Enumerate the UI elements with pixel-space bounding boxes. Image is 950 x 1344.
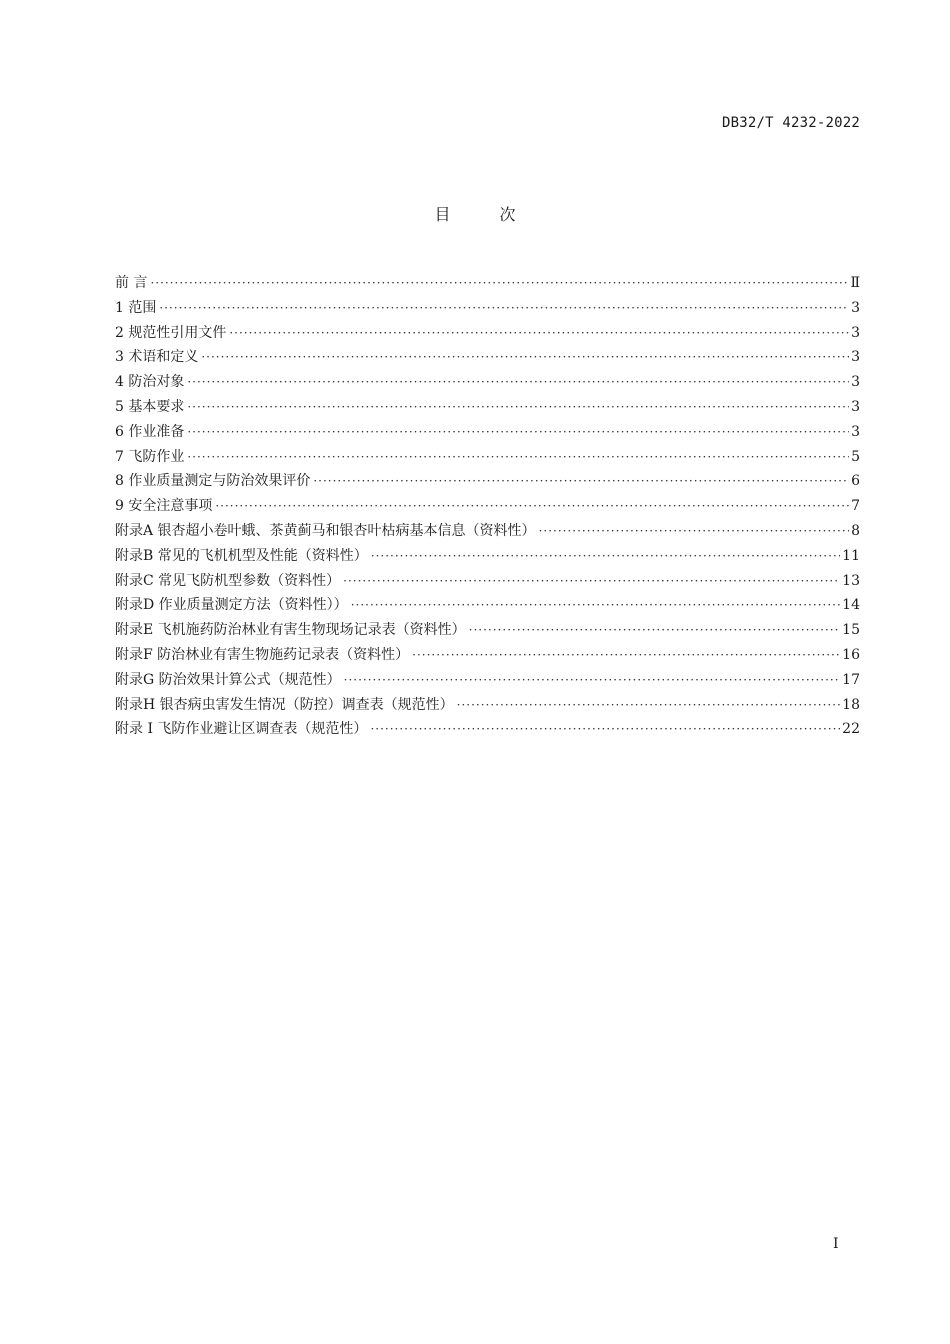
toc-entry-page: Ⅱ — [850, 275, 860, 291]
toc-entry-normative-references[interactable] — [115, 322, 860, 347]
toc-leader-dots — [229, 326, 849, 340]
toc-entry-basic-requirements[interactable] — [115, 396, 860, 421]
toc-entry-appendix-b[interactable] — [115, 545, 860, 570]
toc-leader-dots — [159, 301, 849, 315]
toc-entry-label: 1 范围 — [115, 299, 157, 316]
toc-entry-appendix-c[interactable] — [115, 570, 860, 595]
toc-entry-label: 附录B 常见的飞机机型及性能（资料性） — [115, 547, 368, 564]
toc-entry-label: 附录F 防治林业有害生物施药记录表（资料性） — [115, 646, 410, 663]
toc-entry-appendix-d[interactable] — [115, 594, 860, 619]
toc-entry-page: 7 — [851, 498, 860, 515]
toc-entry-page: 5 — [851, 448, 860, 465]
toc-entry-page: 6 — [851, 473, 860, 490]
toc-entry-appendix-a[interactable] — [115, 520, 860, 545]
toc-leader-dots — [370, 722, 840, 736]
toc-leader-dots — [187, 425, 849, 439]
toc-entry-page: 18 — [842, 696, 860, 713]
toc-entry-page: 14 — [842, 597, 860, 614]
toc-entry-page: 3 — [851, 299, 860, 316]
toc-entry-page: 3 — [851, 349, 860, 366]
toc-leader-dots — [187, 450, 849, 464]
toc-entry-page: 3 — [851, 423, 860, 440]
toc-leader-dots — [187, 375, 849, 389]
toc-leader-dots — [313, 474, 849, 488]
toc-entry-label: 前 言 — [115, 275, 148, 291]
toc-entry-appendix-e[interactable] — [115, 619, 860, 644]
toc-entry-label: 附录A 银杏超小卷叶蛾、茶黄蓟马和银杏叶枯病基本信息（资料性） — [115, 522, 536, 539]
toc-entry-label: 附录G 防治效果计算公式（规范性） — [115, 671, 341, 688]
toc-leader-dots — [457, 698, 841, 712]
toc-entry-page: 17 — [842, 671, 860, 688]
toc-entry-page: 16 — [842, 646, 860, 663]
toc-entry-page: 11 — [842, 547, 860, 564]
toc-entry-label: 4 防治对象 — [115, 374, 185, 391]
document-code: DB32/T 4232-2022 — [721, 115, 860, 131]
toc-entry-appendix-h[interactable] — [115, 694, 860, 719]
toc-entry-scope[interactable] — [115, 297, 860, 322]
toc-entry-appendix-f[interactable] — [115, 644, 860, 669]
toc-leader-dots — [201, 350, 849, 364]
toc-entry-label: 附录 I 飞防作业避让区调查表（规范性） — [115, 721, 368, 738]
toc-leader-dots — [371, 549, 840, 563]
toc-entry-label: 附录H 银杏病虫害发生情况（防控）调查表（规范性） — [115, 696, 454, 713]
toc-leader-dots — [351, 598, 840, 612]
toc-entry-terms[interactable] — [115, 346, 860, 371]
toc-entry-label: 7 飞防作业 — [115, 448, 185, 465]
toc-entry-aerial-operation[interactable] — [115, 446, 860, 471]
toc-entry-appendix-i[interactable] — [115, 718, 860, 743]
toc-entry-label: 3 术语和定义 — [115, 349, 199, 366]
toc-entry-page: 3 — [851, 398, 860, 415]
toc-leader-dots — [469, 623, 841, 637]
toc-leader-dots — [539, 524, 850, 538]
toc-entry-label: 5 基本要求 — [115, 398, 185, 415]
page-number: I — [833, 1236, 839, 1252]
toc-entry-page: 3 — [851, 374, 860, 391]
toc-entry-safety[interactable] — [115, 495, 860, 520]
toc-entry-label: 8 作业质量测定与防治效果评价 — [115, 473, 311, 490]
toc-leader-dots — [343, 574, 840, 588]
toc-entry-label: 2 规范性引用文件 — [115, 324, 227, 341]
toc-entry-foreword[interactable] — [115, 272, 860, 297]
toc-leader-dots — [150, 276, 848, 290]
toc-title: 目 次 — [434, 205, 538, 224]
toc-entry-quality-evaluation[interactable] — [115, 470, 860, 495]
toc-leader-dots — [187, 400, 849, 414]
toc-entry-page: 13 — [842, 572, 860, 589]
toc-entry-label: 附录C 常见飞防机型参数（资料性） — [115, 572, 341, 589]
toc-leader-dots — [215, 499, 849, 513]
toc-entry-targets[interactable] — [115, 371, 860, 396]
toc-entry-preparation[interactable] — [115, 421, 860, 446]
toc-entry-page: 8 — [851, 522, 860, 539]
toc-entry-label: 附录D 作业质量测定方法（资料性）） — [115, 597, 348, 614]
toc-entry-page: 15 — [842, 622, 860, 639]
toc-entry-label: 附录E 飞机施药防治林业有害生物现场记录表（资料性） — [115, 622, 466, 639]
toc-entry-page: 3 — [851, 324, 860, 341]
toc-entry-page: 22 — [842, 721, 860, 738]
toc-entry-label: 9 安全注意事项 — [115, 498, 213, 515]
toc-leader-dots — [412, 648, 840, 662]
toc-entry-label: 6 作业准备 — [115, 423, 185, 440]
table-of-contents — [115, 272, 860, 743]
toc-leader-dots — [344, 673, 841, 687]
toc-entry-appendix-g[interactable] — [115, 669, 860, 694]
